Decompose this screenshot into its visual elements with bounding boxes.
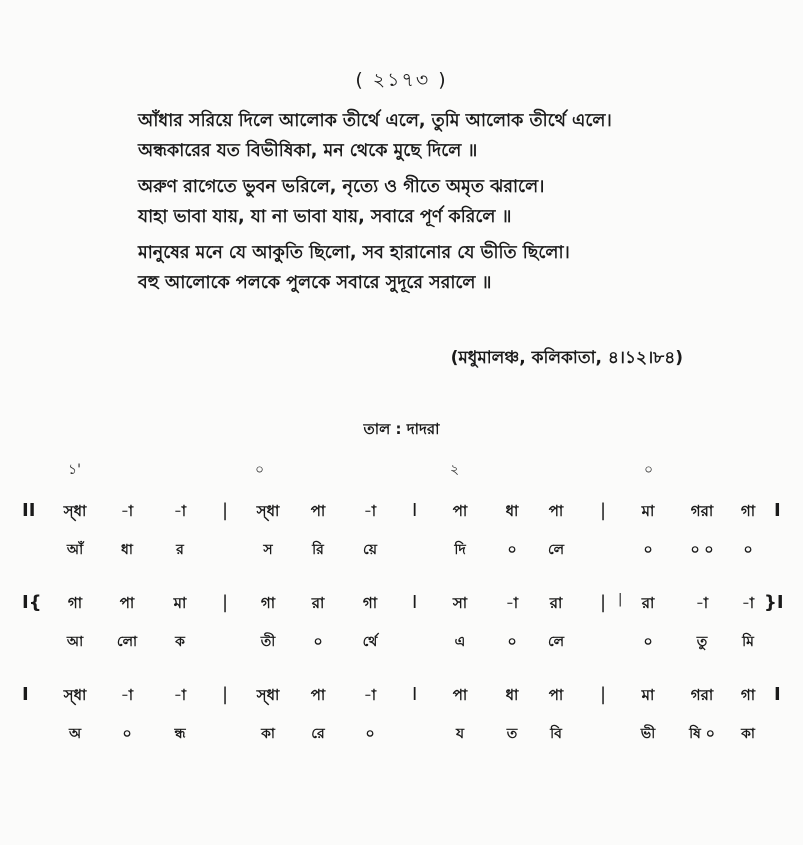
swara-cell: -া	[173, 686, 187, 704]
bani-cell: ভী	[640, 726, 656, 742]
row-end-mark: I	[774, 500, 781, 521]
swara-cell: -া	[505, 594, 519, 612]
bani-cell: লে	[547, 634, 565, 650]
beat-separator: |	[222, 684, 229, 705]
bani-cell: ০	[365, 726, 375, 742]
beat-separator: |	[222, 500, 229, 521]
beat-separator: |	[600, 684, 607, 705]
lyric-line-6: বহু আলোকে পলকে পুলকে সবারে সুদূরে সরালে ॥	[138, 273, 492, 293]
swara-cell: পা	[310, 502, 326, 520]
bani-cell: লো	[116, 634, 138, 650]
swara-cell: রা	[641, 594, 655, 612]
bani-cell: ক	[175, 634, 185, 650]
row-end-mark: I	[774, 684, 781, 705]
beat-mark-1: ১'	[68, 462, 81, 478]
lyric-line-1: আঁধার সরিয়ে দিলে আলোক তীর্থে এলে, তুমি আলোক তীর্থে এলে।	[138, 111, 612, 131]
swara-cell: স্ধা	[256, 686, 280, 704]
bani-cell: ০	[313, 634, 323, 650]
bani-cell: ০ ০	[690, 542, 714, 558]
inner-separator: |	[618, 592, 623, 607]
swara-cell: -া	[363, 686, 377, 704]
bani-cell: ০	[122, 726, 132, 742]
bani-cell: ধা	[121, 542, 133, 558]
row-end-mark: }I	[764, 592, 784, 613]
bani-cell: র্থে	[362, 634, 378, 650]
attribution: (মধুমালঞ্চ, কলিকাতা, ৪।১২।৮৪)	[450, 348, 683, 368]
lyric-line-2: অন্ধকারের যত বিভীষিকা, মন থেকে মুছে দিলে ॥	[138, 141, 478, 161]
swara-cell: গা	[67, 594, 83, 612]
bani-cell: ন্ধ	[174, 726, 186, 742]
bani-cell: এ	[454, 634, 466, 650]
bani-row	[0, 538, 803, 566]
swara-cell: পা	[310, 686, 326, 704]
swara-cell: স্ধা	[256, 502, 280, 520]
swara-row	[0, 500, 803, 528]
row-start-mark: I	[22, 684, 29, 705]
bani-cell: য়ে	[363, 542, 377, 558]
swara-cell: -া	[363, 502, 377, 520]
swara-cell: রা	[549, 594, 563, 612]
swara-cell: মা	[641, 502, 655, 520]
beat-mark-4: ০	[644, 462, 654, 478]
swara-cell: পা	[548, 502, 564, 520]
swara-cell: গা	[362, 594, 378, 612]
bani-cell: আ	[66, 634, 84, 650]
bani-cell: আঁ	[66, 542, 84, 558]
bani-cell: মি	[742, 634, 754, 650]
bani-cell: রি	[312, 542, 324, 558]
swara-cell: গা	[740, 502, 756, 520]
swara-cell: পা	[452, 686, 468, 704]
bani-cell: দি	[454, 542, 466, 558]
bani-cell: ০	[507, 634, 517, 650]
bani-cell: লে	[547, 542, 565, 558]
swara-cell: মা	[641, 686, 655, 704]
beat-separator: I	[412, 684, 418, 705]
swara-cell: স্ধা	[63, 686, 87, 704]
bani-cell: কা	[261, 726, 275, 742]
row-start-mark: II	[22, 500, 36, 521]
swara-cell: -া	[120, 686, 134, 704]
swara-cell: -া	[695, 594, 709, 612]
swara-cell: -া	[173, 502, 187, 520]
swara-row	[0, 592, 803, 620]
bani-cell: বি	[550, 726, 562, 742]
swara-cell: স্ধা	[63, 502, 87, 520]
bani-cell: ত	[506, 726, 518, 742]
swara-cell: -া	[741, 594, 755, 612]
bani-cell: তী	[260, 634, 276, 650]
bani-row	[0, 630, 803, 658]
bani-cell: ০	[643, 542, 653, 558]
bani-cell: ষি ০	[689, 726, 715, 742]
swara-cell: গরা	[690, 502, 714, 520]
swara-cell: পা	[119, 594, 135, 612]
swara-cell: গা	[260, 594, 276, 612]
swara-row	[0, 684, 803, 712]
swara-cell: রা	[311, 594, 325, 612]
lyrics-block	[138, 106, 778, 298]
song-number: ( ২১৭৩ )	[355, 69, 448, 91]
beat-separator: |	[222, 592, 229, 613]
beat-separator: |	[600, 592, 607, 613]
row-start-mark: I{	[22, 592, 42, 613]
bani-cell: তু	[696, 634, 708, 650]
lyric-line-5: মানুষের মনে যে আকুতি ছিলো, সব হারানোর যে ভীতি ছিলো।	[138, 243, 570, 263]
swara-cell: পা	[452, 502, 468, 520]
bani-cell: স	[263, 542, 273, 558]
beat-separator: |	[600, 500, 607, 521]
bani-row	[0, 722, 803, 750]
beat-separator: I	[412, 500, 418, 521]
swara-cell: মা	[173, 594, 187, 612]
lyric-line-4: যাহা ভাবা যায়, যা না ভাবা যায়, সবারে পূর্ণ করিলে ॥	[138, 207, 512, 227]
swara-cell: গরা	[690, 686, 714, 704]
swara-cell: -া	[120, 502, 134, 520]
bani-cell: ০	[743, 542, 753, 558]
swara-cell: ধা	[505, 686, 519, 704]
swara-cell: গা	[740, 686, 756, 704]
beat-mark-3: ২	[450, 462, 460, 478]
bani-cell: র	[176, 542, 184, 558]
swara-cell: সা	[452, 594, 468, 612]
lyric-line-3: অরুণ রাগেতে ভুবন ভরিলে, নৃত্যে ও গীতে অমৃত ঝরালে।	[138, 177, 545, 197]
bani-cell: রে	[311, 726, 325, 742]
taal-label: তাল : দাদরা	[363, 420, 440, 438]
swara-cell: ধা	[505, 502, 519, 520]
bani-cell: অ	[68, 726, 82, 742]
swara-cell: পা	[548, 686, 564, 704]
beat-mark-2: ০	[255, 462, 265, 478]
bani-cell: ০	[507, 542, 517, 558]
bani-cell: কা	[741, 726, 755, 742]
bani-cell: ০	[643, 634, 653, 650]
bani-cell: য	[455, 726, 465, 742]
beat-separator: I	[412, 592, 418, 613]
